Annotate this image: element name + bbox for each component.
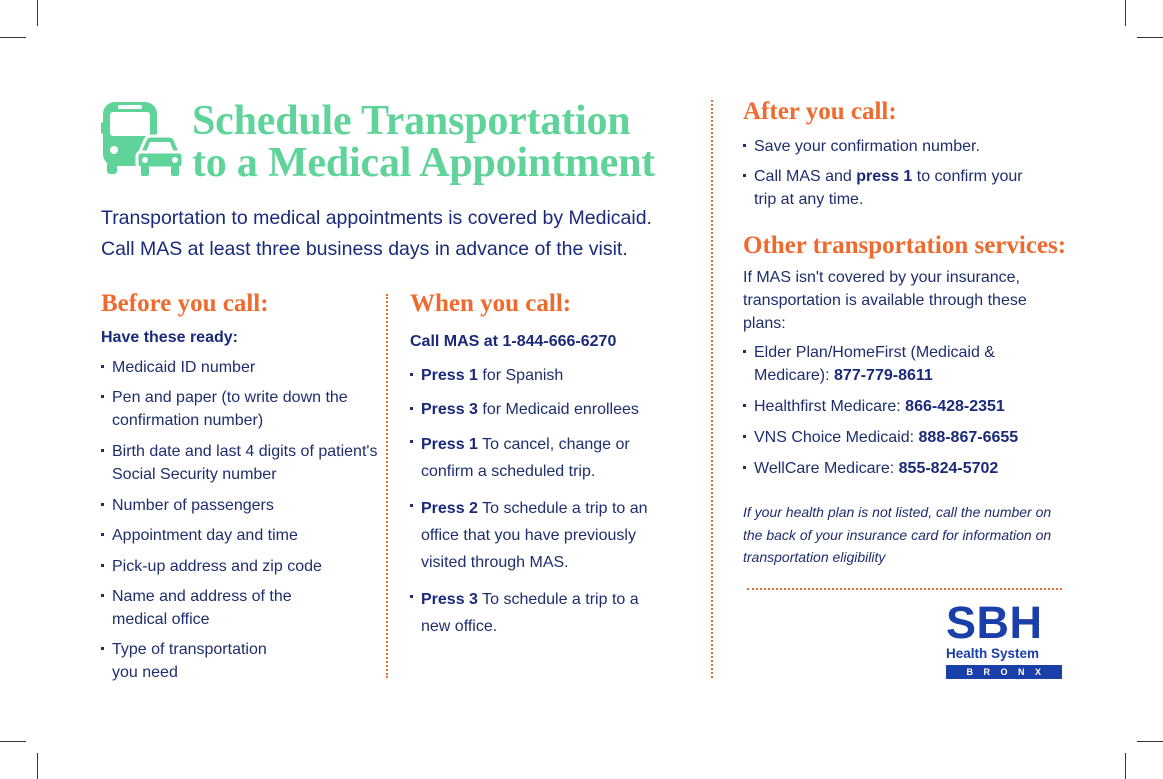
crop-mark bbox=[1137, 741, 1163, 742]
title-line-1: Schedule Transportation bbox=[192, 98, 631, 144]
plan-note: If your health plan is not listed, call the number on the back of your insurance card for information on transportation eligibility bbox=[743, 504, 1052, 565]
list-item: Pen and paper (to write down the confirmation number) bbox=[101, 386, 381, 432]
page-title bbox=[192, 100, 655, 184]
call-prefix: Call MAS at bbox=[410, 333, 503, 350]
plan-phone: 877-779-8611 bbox=[834, 367, 933, 384]
list-item bbox=[410, 586, 650, 640]
after-text: Call MAS and bbox=[754, 168, 857, 185]
list-item bbox=[743, 395, 1073, 418]
list-item: Pick-up address and zip code bbox=[101, 555, 381, 578]
when-section bbox=[410, 290, 700, 640]
list-item: Appointment day and time bbox=[101, 524, 381, 547]
crop-mark bbox=[37, 0, 38, 26]
press-key: Press 1 bbox=[421, 436, 478, 453]
logo-sub-text: Health System bbox=[946, 646, 1040, 661]
option-text: for Spanish bbox=[477, 367, 564, 384]
crop-mark bbox=[37, 753, 38, 779]
other-intro: If MAS isn't covered by your insurance, transportation is available through these plans: bbox=[743, 269, 1027, 332]
before-subheading: Have these ready: bbox=[101, 329, 238, 346]
intro-line-1: Transportation to medical appointments is covered by Medicaid. bbox=[101, 207, 652, 229]
bus-and-car-icon bbox=[101, 100, 183, 180]
crop-mark bbox=[1137, 37, 1163, 38]
crop-mark bbox=[0, 37, 26, 38]
plan-phone: 866-428-2351 bbox=[905, 398, 1005, 415]
title-block bbox=[101, 100, 701, 185]
before-section bbox=[101, 290, 381, 684]
list-item: Name and address of the medical office bbox=[101, 585, 316, 631]
after-heading: After you call: bbox=[743, 98, 897, 125]
plan-phone: 855-824-5702 bbox=[898, 460, 999, 477]
plan-name: VNS Choice Medicaid: bbox=[754, 429, 919, 446]
column-divider bbox=[386, 294, 388, 678]
list-item: Save your confirmation number. bbox=[743, 135, 1073, 158]
crop-mark bbox=[1125, 753, 1126, 779]
crop-mark bbox=[0, 741, 26, 742]
after-text: to confirm your trip at any time. bbox=[754, 168, 1023, 208]
title-line-2: to a Medical Appointment bbox=[192, 140, 656, 186]
after-press: press 1 bbox=[856, 168, 913, 185]
list-item bbox=[410, 364, 700, 387]
sbh-logo bbox=[946, 597, 1062, 679]
press-key: Press 3 bbox=[421, 591, 478, 608]
press-key: Press 2 bbox=[421, 500, 478, 517]
column-divider bbox=[711, 100, 713, 678]
list-item bbox=[743, 341, 1033, 387]
list-item: Birth date and last 4 digits of patient's Social Security number bbox=[101, 440, 381, 486]
list-item bbox=[743, 165, 1023, 211]
after-list bbox=[743, 135, 1073, 211]
mas-phone-number: 1-844-666-6270 bbox=[502, 333, 617, 350]
other-heading: Other transportation services: bbox=[743, 232, 1067, 259]
section-divider bbox=[747, 588, 1062, 590]
list-item bbox=[410, 398, 700, 421]
plan-name: Elder Plan/HomeFirst (Medicaid & Medicare): bbox=[754, 344, 995, 384]
option-text: To schedule a trip to an office that you have previously visited through MAS. bbox=[421, 500, 648, 571]
option-text: for Medicaid enrollees bbox=[477, 401, 639, 418]
list-item bbox=[410, 495, 680, 576]
option-text: To schedule a trip to a new office. bbox=[421, 591, 639, 635]
crop-mark bbox=[1125, 0, 1126, 26]
intro-line-2: Call MAS at least three business days in advance of the visit. bbox=[101, 238, 628, 260]
plan-name: WellCare Medicare: bbox=[754, 460, 899, 477]
list-item: Number of passengers bbox=[101, 494, 381, 517]
when-list bbox=[410, 364, 700, 640]
option-text: To cancel, change or confirm a scheduled trip. bbox=[421, 436, 630, 480]
logo-bar-text: BRONX bbox=[946, 665, 1062, 679]
before-heading: Before you call: bbox=[101, 290, 269, 317]
press-key: Press 1 bbox=[421, 367, 478, 384]
call-line bbox=[410, 332, 700, 352]
list-item: Medicaid ID number bbox=[101, 356, 381, 379]
list-item bbox=[743, 457, 1073, 480]
plan-phone: 888-867-6655 bbox=[918, 429, 1019, 446]
after-section bbox=[743, 98, 1073, 569]
intro-text bbox=[101, 203, 701, 265]
before-list bbox=[101, 356, 381, 684]
list-item bbox=[410, 431, 660, 485]
press-key: Press 3 bbox=[421, 401, 478, 418]
logo-main-text: SBH bbox=[946, 597, 1043, 648]
when-heading: When you call: bbox=[410, 290, 572, 317]
plans-list bbox=[743, 341, 1073, 480]
plan-name: Healthfirst Medicare: bbox=[754, 398, 906, 415]
list-item: Type of transportation you need bbox=[101, 638, 291, 684]
list-item bbox=[743, 426, 1073, 449]
